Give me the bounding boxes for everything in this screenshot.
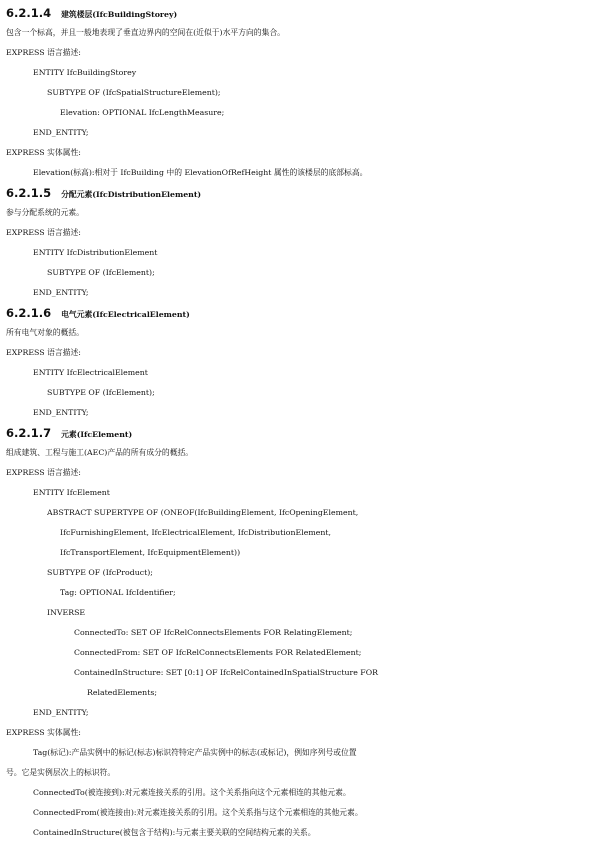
code-line: SUBTYPE OF (IfcElement); xyxy=(47,268,155,277)
code-line: ContainedInStructure: SET [0:1] OF IfcRelContainedInSpatialStructure FOR xyxy=(74,668,378,677)
code-line: RelatedElements; xyxy=(87,688,157,697)
code-line: Elevation: OPTIONAL IfcLengthMeasure; xyxy=(60,108,225,117)
attribute-description: Elevation(标高):相对于 IfcBuilding 中的 ElevationOfRefHeight 属性的该楼层的底部标高。 xyxy=(33,168,368,177)
code-line: IfcTransportElement, IfcEquipmentElement)) xyxy=(60,548,241,557)
section-number: 6.2.1.6 xyxy=(6,306,52,320)
section-description: 参与分配系统的元素。 xyxy=(6,208,84,217)
code-line: END_ENTITY; xyxy=(33,288,89,297)
section-number: 6.2.1.4 xyxy=(6,6,52,20)
express-label: EXPRESS 语言描述: xyxy=(6,348,81,357)
section-heading xyxy=(6,423,596,443)
code-line: Tag: OPTIONAL IfcIdentifier; xyxy=(60,588,176,597)
attribute-description: ConnectedTo(被连接到):对元素连接关系的引用。这个关系指向这个元素相连的其他元素。 xyxy=(33,788,351,797)
code-line: END_ENTITY; xyxy=(33,708,89,717)
code-line: END_ENTITY; xyxy=(33,128,89,137)
code-line: INVERSE xyxy=(47,608,86,617)
code-line: ENTITY IfcElectricalElement xyxy=(33,368,148,377)
section-title: 元素(IfcElement) xyxy=(61,430,133,439)
attributes-label: EXPRESS 实体属性: xyxy=(6,728,81,737)
express-label: EXPRESS 语言描述: xyxy=(6,228,81,237)
code-line: SUBTYPE OF (IfcProduct); xyxy=(47,568,153,577)
section-description: 组成建筑、工程与施工(AEC)产品的所有成分的概括。 xyxy=(6,448,194,457)
section-heading xyxy=(6,3,596,23)
code-line: ENTITY IfcElement xyxy=(33,488,110,497)
code-line: ABSTRACT SUPERTYPE OF (ONEOF(IfcBuildingElement, IfcOpeningElement, xyxy=(47,508,359,517)
attribute-description: ContainedInStructure(被包含于结构):与元素主要关联的空间结构元素的关系。 xyxy=(33,828,316,837)
code-line: ENTITY IfcBuildingStorey xyxy=(33,68,137,77)
section-title: 电气元素(IfcElectricalElement) xyxy=(61,310,190,319)
code-line: ConnectedTo: SET OF IfcRelConnectsElements FOR RelatingElement; xyxy=(74,628,353,637)
express-label: EXPRESS 语言描述: xyxy=(6,48,81,57)
code-line: SUBTYPE OF (IfcSpatialStructureElement); xyxy=(47,88,221,97)
section-description: 所有电气对象的概括。 xyxy=(6,328,84,337)
express-label: EXPRESS 语言描述: xyxy=(6,468,81,477)
section-title: 建筑楼层(IfcBuildingStorey) xyxy=(61,10,178,19)
section-heading xyxy=(6,303,596,323)
section-number: 6.2.1.5 xyxy=(6,186,52,200)
code-line: END_ENTITY; xyxy=(33,408,89,417)
code-line: ENTITY IfcDistributionElement xyxy=(33,248,158,257)
attribute-description: ConnectedFrom(被连接由):对元素连接关系的引用。这个关系指与这个元素相连的其他元素。 xyxy=(33,808,363,817)
code-line: SUBTYPE OF (IfcElement); xyxy=(47,388,155,397)
code-line: ConnectedFrom: SET OF IfcRelConnectsElements FOR RelatedElement; xyxy=(74,648,362,657)
section-title: 分配元素(IfcDistributionElement) xyxy=(61,190,202,199)
attribute-description: Tag(标记):产品实例中的标记(标志)标识符特定产品实例中的标志(或标记)，例如序列号或位置 xyxy=(33,748,357,757)
section-number: 6.2.1.7 xyxy=(6,426,52,440)
section-heading xyxy=(6,183,596,203)
section-description: 包含一个标高，并且一般地表现了垂直边界内的空间在(近似于)水平方向的集合。 xyxy=(6,28,285,37)
attributes-label: EXPRESS 实体属性: xyxy=(6,148,81,157)
code-line: IfcFurnishingElement, IfcElectricalElement, IfcDistributionElement, xyxy=(60,528,331,537)
attribute-description: 号。它是实例层次上的标识符。 xyxy=(6,768,116,777)
